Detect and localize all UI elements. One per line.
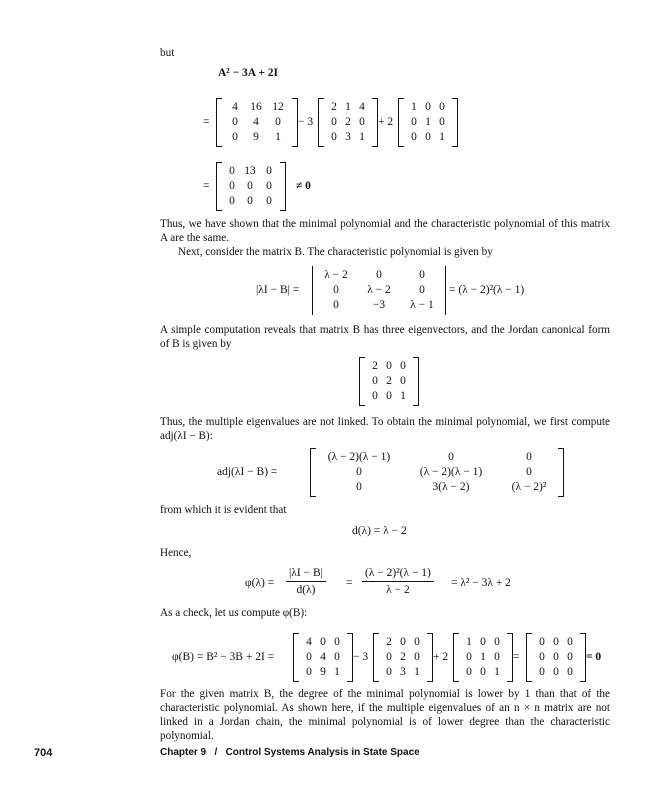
eq6-lhs: φ(λ) = bbox=[245, 577, 275, 589]
paragraph-check: As a check, let us compute φ(B): bbox=[160, 607, 308, 619]
matrix-cell: 0 bbox=[306, 651, 312, 663]
matrix-cell: 0 bbox=[539, 651, 545, 663]
eq1-operator-minus: − 3 bbox=[298, 116, 314, 128]
matrix-cell: 0 bbox=[539, 666, 545, 678]
paragraph-multiple-eigenvalues: Thus, the multiple eigenvalues are not linked. To obtain the minimal polynomial, we first compute adj(λI − B): bbox=[160, 416, 610, 442]
matrix-cell: 0 bbox=[229, 165, 235, 177]
matrix-cell: 4 bbox=[232, 101, 238, 113]
matrix-cell: 0 bbox=[414, 636, 420, 648]
paragraph-minimal-polynomial-same: Thus, we have shown that the minimal polynomial and the characteristic polynomial of this matrix A are the same. bbox=[160, 218, 610, 244]
matrix-cell: 0 bbox=[229, 180, 235, 192]
matrix-cell: −3 bbox=[372, 299, 386, 311]
matrix-cell: 0 bbox=[425, 101, 431, 113]
matrix-cell: 0 bbox=[553, 666, 559, 678]
matrix-cell: 13 bbox=[244, 165, 256, 177]
matrix-cell: 0 bbox=[386, 360, 392, 372]
running-footer-chapter: Chapter 9 / Control Systems Analysis in State Space bbox=[160, 747, 420, 758]
eq3-rhs: = (λ − 2)²(λ − 1) bbox=[449, 284, 525, 296]
matrix-cell: 0 bbox=[333, 299, 339, 311]
matrix-cell: 0 bbox=[466, 666, 472, 678]
matrix-cell: 2 bbox=[386, 375, 392, 387]
fraction-numerator: |λI − B| bbox=[286, 566, 326, 582]
matrix-cell: 0 bbox=[411, 116, 417, 128]
matrix-cell: λ − 2 bbox=[324, 269, 348, 281]
matrix-cell: (λ − 2)(λ − 1) bbox=[419, 466, 483, 478]
eq1-matrix-2 bbox=[318, 98, 378, 147]
eq6-fraction-1 bbox=[286, 566, 326, 598]
intro-but: but bbox=[160, 47, 175, 59]
fraction-denominator: λ − 2 bbox=[386, 584, 410, 596]
fraction-denominator: d(λ) bbox=[296, 584, 316, 596]
matrix-cell: 3 bbox=[400, 666, 406, 678]
matrix-cell: 0 bbox=[567, 636, 573, 648]
eq5-d-lambda: d(λ) = λ − 2 bbox=[352, 525, 407, 537]
matrix-cell: 0 bbox=[334, 636, 340, 648]
eq4-adj-matrix bbox=[310, 448, 564, 497]
paragraph-jordan-form: A simple computation reveals that matrix B has three eigenvectors, and the Jordan canonical form of B is given by bbox=[160, 324, 610, 350]
matrix-cell: 4 bbox=[359, 101, 365, 113]
matrix-cell: 0 bbox=[414, 651, 420, 663]
matrix-cell: 0 bbox=[247, 180, 253, 192]
matrix-cell: 3 bbox=[345, 131, 351, 143]
matrix-cell: 0 bbox=[400, 375, 406, 387]
matrix-cell: 1 bbox=[334, 666, 340, 678]
eq4-lhs: adj(λI − B) = bbox=[217, 466, 278, 478]
matrix-cell: 0 bbox=[494, 651, 500, 663]
matrix-cell: 1 bbox=[439, 131, 445, 143]
matrix-cell: 3(λ − 2) bbox=[432, 481, 470, 493]
matrix-cell: 1 bbox=[480, 651, 486, 663]
matrix-cell: 1 bbox=[425, 116, 431, 128]
eq7-lhs: φ(B) = B² − 3B + 2I = bbox=[172, 651, 275, 663]
matrix-cell: 0 bbox=[439, 101, 445, 113]
paragraph-consider-matrix-b: Next, consider the matrix B. The characteristic polynomial is given by bbox=[178, 246, 493, 258]
matrix-cell: 0 bbox=[372, 375, 378, 387]
eq7-operator-minus: − 3 bbox=[353, 651, 369, 663]
eq6-equals: = bbox=[346, 577, 353, 589]
eq1-matrix-1 bbox=[216, 98, 298, 147]
eq7-matrix-2 bbox=[373, 633, 433, 682]
matrix-cell: 0 bbox=[331, 116, 337, 128]
matrix-cell: 2 bbox=[345, 116, 351, 128]
matrix-cell: 0 bbox=[439, 116, 445, 128]
matrix-cell: 0 bbox=[229, 195, 235, 207]
matrix-cell: 0 bbox=[494, 636, 500, 648]
matrix-cell: 12 bbox=[272, 101, 284, 113]
matrix-cell: 1 bbox=[275, 131, 281, 143]
matrix-cell: 0 bbox=[466, 651, 472, 663]
matrix-cell: 0 bbox=[333, 284, 339, 296]
matrix-cell: 1 bbox=[414, 666, 420, 678]
matrix-cell: 0 bbox=[425, 131, 431, 143]
matrix-cell: 0 bbox=[266, 165, 272, 177]
matrix-cell: 1 bbox=[345, 101, 351, 113]
matrix-cell: 1 bbox=[466, 636, 472, 648]
matrix-cell: 0 bbox=[400, 636, 406, 648]
matrix-cell: 0 bbox=[331, 131, 337, 143]
eq3-lhs: |λI − B| = bbox=[256, 284, 300, 296]
matrix-cell: 0 bbox=[386, 651, 392, 663]
matrix-cell: 2 bbox=[400, 651, 406, 663]
eq3-determinant bbox=[312, 266, 446, 315]
matrix-cell: 0 bbox=[356, 481, 362, 493]
matrix-cell: 0 bbox=[567, 666, 573, 678]
matrix-cell: 2 bbox=[372, 360, 378, 372]
eq7-matrix-1 bbox=[293, 633, 353, 682]
matrix-cell: 0 bbox=[232, 116, 238, 128]
page-number: 704 bbox=[34, 747, 53, 759]
eq7-matrix-4 bbox=[526, 633, 586, 682]
matrix-cell: 0 bbox=[553, 651, 559, 663]
matrix-cell: 0 bbox=[376, 269, 382, 281]
matrix-cell: 0 bbox=[480, 636, 486, 648]
matrix-cell: 16 bbox=[250, 101, 262, 113]
matrix-cell: 0 bbox=[386, 390, 392, 402]
matrix-cell: 0 bbox=[372, 390, 378, 402]
eq1-equals: = bbox=[203, 116, 210, 128]
eq7-operator-plus: + 2 bbox=[433, 651, 449, 663]
matrix-cell: 0 bbox=[334, 651, 340, 663]
eq1-expression: A² − 3A + 2I bbox=[218, 67, 279, 79]
matrix-cell: 0 bbox=[448, 451, 454, 463]
paragraph-hence: Hence, bbox=[160, 547, 192, 559]
matrix-cell: 0 bbox=[539, 636, 545, 648]
eq7-rhs-zero: = 0 bbox=[586, 651, 602, 663]
jordan-matrix bbox=[359, 357, 419, 406]
paragraph-evident: from which it is evident that bbox=[160, 504, 287, 516]
eq1-matrix-3 bbox=[398, 98, 458, 147]
eq7-matrix-3 bbox=[453, 633, 513, 682]
matrix-cell: 2 bbox=[331, 101, 337, 113]
matrix-cell: (λ − 2)² bbox=[511, 481, 547, 493]
matrix-cell: 0 bbox=[526, 451, 532, 463]
eq2-equals: = bbox=[203, 180, 210, 192]
matrix-cell: 0 bbox=[419, 284, 425, 296]
matrix-cell: 1 bbox=[359, 131, 365, 143]
eq1-operator-plus: + 2 bbox=[378, 116, 394, 128]
eq2-not-equal-zero: ≠ 0 bbox=[296, 180, 311, 192]
matrix-cell: 2 bbox=[386, 636, 392, 648]
matrix-cell: 0 bbox=[232, 131, 238, 143]
matrix-cell: 0 bbox=[553, 636, 559, 648]
matrix-cell: 9 bbox=[320, 666, 326, 678]
matrix-cell: 0 bbox=[419, 269, 425, 281]
matrix-cell: 0 bbox=[567, 651, 573, 663]
matrix-cell: 0 bbox=[266, 180, 272, 192]
eq7-equals: = bbox=[513, 651, 520, 663]
matrix-cell: 0 bbox=[247, 195, 253, 207]
matrix-cell: 1 bbox=[400, 390, 406, 402]
matrix-cell: 0 bbox=[411, 131, 417, 143]
eq6-fraction-2 bbox=[362, 566, 434, 598]
eq2-matrix bbox=[216, 162, 286, 211]
matrix-cell: 9 bbox=[253, 131, 259, 143]
matrix-cell: 0 bbox=[266, 195, 272, 207]
eq6-rhs: = λ² − 3λ + 2 bbox=[451, 577, 511, 589]
matrix-cell: 0 bbox=[400, 360, 406, 372]
matrix-cell: 0 bbox=[356, 466, 362, 478]
paragraph-degree-conclusion: For the given matrix B, the degree of the minimal polynomial is lower by 1 than that of the characteristic polynomial. As shown here, if the multiple eigenvalues of an n × n matrix are not linked in a Jordan chain, the minimal polynomial is of lower degree than the characteristic polynomial. bbox=[160, 688, 610, 742]
matrix-cell: 4 bbox=[306, 636, 312, 648]
matrix-cell: 1 bbox=[411, 101, 417, 113]
matrix-cell: 0 bbox=[480, 666, 486, 678]
matrix-cell: 0 bbox=[359, 116, 365, 128]
matrix-cell: 4 bbox=[253, 116, 259, 128]
matrix-cell: (λ − 2)(λ − 1) bbox=[327, 451, 391, 463]
matrix-cell: 0 bbox=[320, 636, 326, 648]
fraction-numerator: (λ − 2)²(λ − 1) bbox=[362, 566, 434, 582]
matrix-cell: 4 bbox=[320, 651, 326, 663]
matrix-cell: 0 bbox=[275, 116, 281, 128]
matrix-cell: 1 bbox=[494, 666, 500, 678]
matrix-cell: λ − 2 bbox=[367, 284, 391, 296]
matrix-cell: 0 bbox=[526, 466, 532, 478]
matrix-cell: 0 bbox=[386, 666, 392, 678]
matrix-cell: 0 bbox=[306, 666, 312, 678]
matrix-cell: λ − 1 bbox=[410, 299, 434, 311]
